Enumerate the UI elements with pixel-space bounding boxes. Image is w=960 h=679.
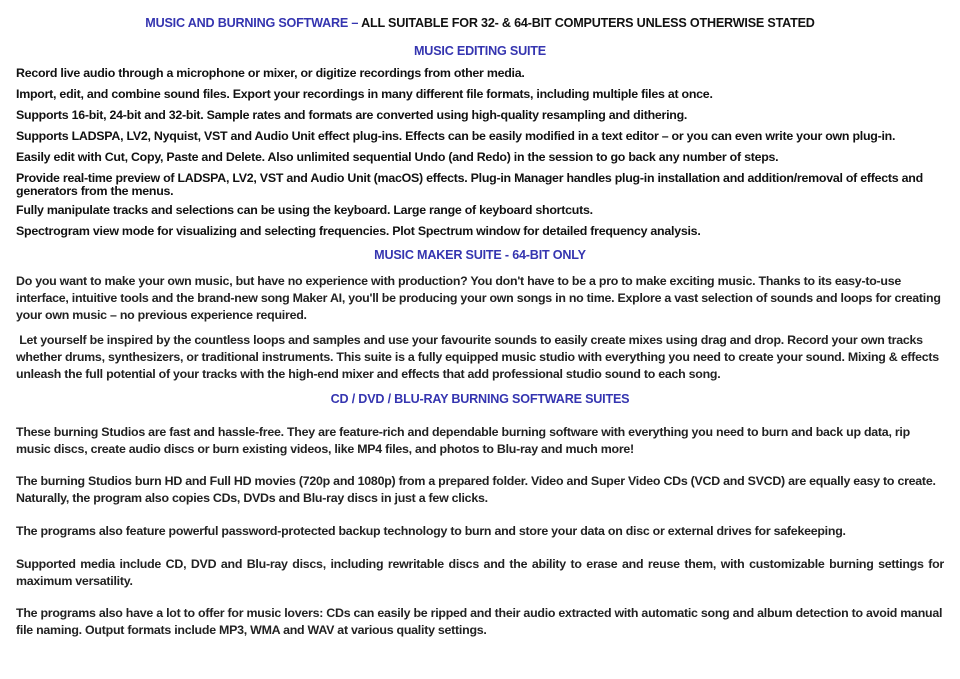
- title-blue-part: MUSIC AND BURNING SOFTWARE –: [145, 16, 362, 30]
- feature-line: Provide real-time preview of LADSPA, LV2, VST and Audio Unit (macOS) effects. Plug-in Manager handles plug-in installation and addition/removal of effects and generators from the menus.: [16, 171, 923, 198]
- paragraph: The burning Studios burn HD and Full HD movies (720p and 1080p) from a prepared folder. Video and Super Video CDs (VCD and SVCD) are equally easy to create. Naturally, the program also copies CDs, DVDs and Blu-ray discs in just a few clicks.: [16, 474, 936, 505]
- document-title: [0, 16, 960, 30]
- feature-line: Record live audio through a microphone or mixer, or digitize recordings from other media.: [16, 66, 525, 80]
- feature-line: Supports LADSPA, LV2, Nyquist, VST and Audio Unit effect plug-ins. Effects can be easily modified in a text editor – or you can even write your own plug-in.: [16, 129, 896, 143]
- section-heading-burning-suites: CD / DVD / BLU-RAY BURNING SOFTWARE SUITES: [330, 392, 630, 406]
- paragraph: Supported media include CD, DVD and Blu-ray discs, including rewritable discs and the ability to erase and reuse them, with customizable burning settings for maximum versatility.: [16, 557, 944, 588]
- feature-line: Fully manipulate tracks and selections can be using the keyboard. Large range of keyboard shortcuts.: [16, 203, 593, 217]
- section-heading-music-editing: MUSIC EDITING SUITE: [414, 44, 546, 58]
- paragraph: The programs also feature powerful password-protected backup technology to burn and store your data on disc or external drives for safekeeping.: [16, 524, 846, 538]
- paragraph: Do you want to make your own music, but have no experience with production? You don't have to be a pro to make exciting music. Thanks to its easy-to-use interface, intuitive tools and the brand-new song Maker AI, you'll be producing your own songs in no time. Explore a vast selection of sounds and loops for creating your own music – no previous experience required.: [16, 274, 941, 322]
- paragraph: The programs also have a lot to offer for music lovers: CDs can easily be ripped and their audio extracted with automatic song and album detection to avoid manual file naming. Output formats include MP3, WMA and WAV at various quality settings.: [16, 606, 943, 637]
- title-black-part: ALL SUITABLE FOR 32- & 64-BIT COMPUTERS UNLESS OTHERWISE STATED: [361, 16, 815, 30]
- feature-line: Supports 16-bit, 24-bit and 32-bit. Sample rates and formats are converted using high-quality resampling and dithering.: [16, 108, 688, 122]
- feature-line: Easily edit with Cut, Copy, Paste and Delete. Also unlimited sequential Undo (and Redo) in the session to go back any number of steps.: [16, 150, 779, 164]
- section-heading-music-maker: MUSIC MAKER SUITE - 64-BIT ONLY: [374, 248, 586, 262]
- paragraph: Let yourself be inspired by the countless loops and samples and use your favourite sounds to easily create mixes using drag and drop. Record your own tracks whether drums, synthesizers, or traditional instruments. This suite is a fully equipped music studio with everything you need to create your sound. Mixing & effects unleash the full potential of your tracks with the high-end mixer and effects that add professional studio sound to each song.: [16, 333, 943, 381]
- feature-line: Import, edit, and combine sound files. Export your recordings in many different file formats, including multiple files at once.: [16, 87, 713, 101]
- feature-line: Spectrogram view mode for visualizing and selecting frequencies. Plot Spectrum window for detailed frequency analysis.: [16, 224, 701, 238]
- paragraph: These burning Studios are fast and hassle-free. They are feature-rich and dependable burning software with everything you need to burn and back up data, rip music discs, create audio discs or burn existing videos, like MP4 files, and photos to Blu-ray and much more!: [16, 425, 910, 456]
